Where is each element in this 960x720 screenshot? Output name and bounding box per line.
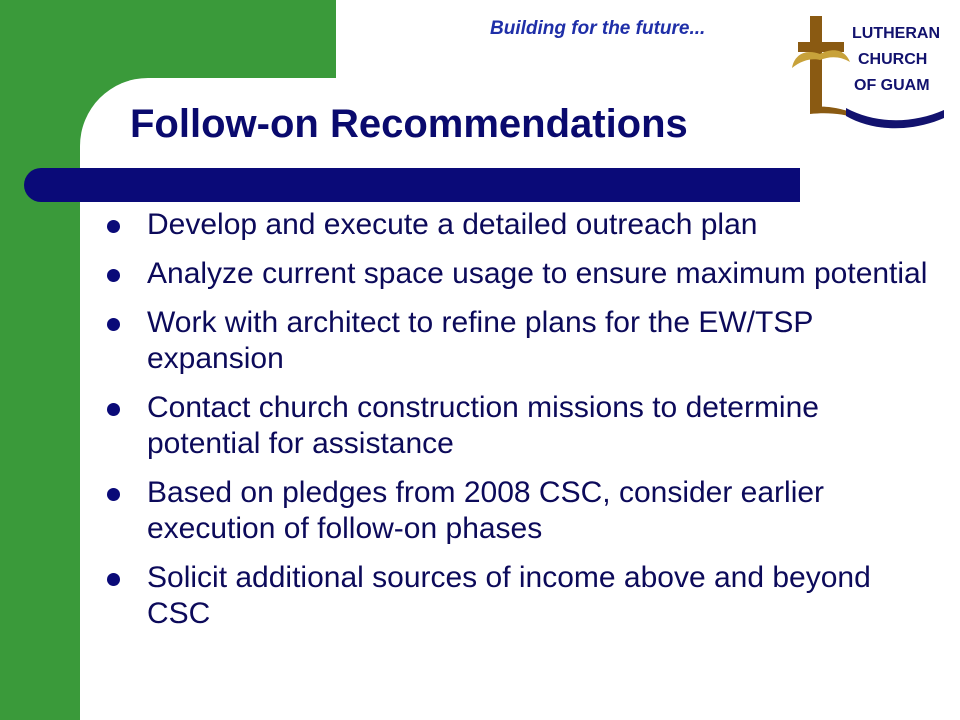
bullet-item (100, 560, 940, 632)
title-underline-bar (24, 168, 800, 202)
bullet-dot-icon (107, 488, 120, 501)
bullet-item (100, 207, 940, 243)
bullet-text: Contact church construction missions to determine potential for assistance (147, 391, 819, 460)
bullet-dot-icon (107, 269, 120, 282)
bullet-dot-icon (107, 220, 120, 233)
bullet-text: Based on pledges from 2008 CSC, consider earlier execution of follow-on phases (147, 476, 825, 545)
tagline: Building for the future... (490, 18, 706, 39)
bullet-item (100, 390, 940, 462)
bullet-list (100, 207, 940, 645)
bullet-item (100, 305, 940, 377)
church-logo (786, 8, 954, 132)
bullet-text: Analyze current space usage to ensure maximum potential (147, 257, 928, 290)
logo-line-1: LUTHERAN (852, 25, 940, 42)
bullet-dot-icon (107, 403, 120, 416)
bullet-item (100, 256, 940, 292)
logo-line-2: CHURCH (858, 51, 928, 68)
bullet-text: Work with architect to refine plans for the EW/TSP expansion (147, 306, 813, 375)
bullet-dot-icon (107, 318, 120, 331)
logo-line-3: OF GUAM (854, 77, 930, 94)
bullet-item (100, 475, 940, 547)
bullet-text: Develop and execute a detailed outreach plan (147, 208, 758, 241)
bullet-dot-icon (107, 573, 120, 586)
bullet-text: Solicit additional sources of income above and beyond CSC (147, 561, 871, 630)
slide-title: Follow-on Recommendations (130, 102, 688, 146)
